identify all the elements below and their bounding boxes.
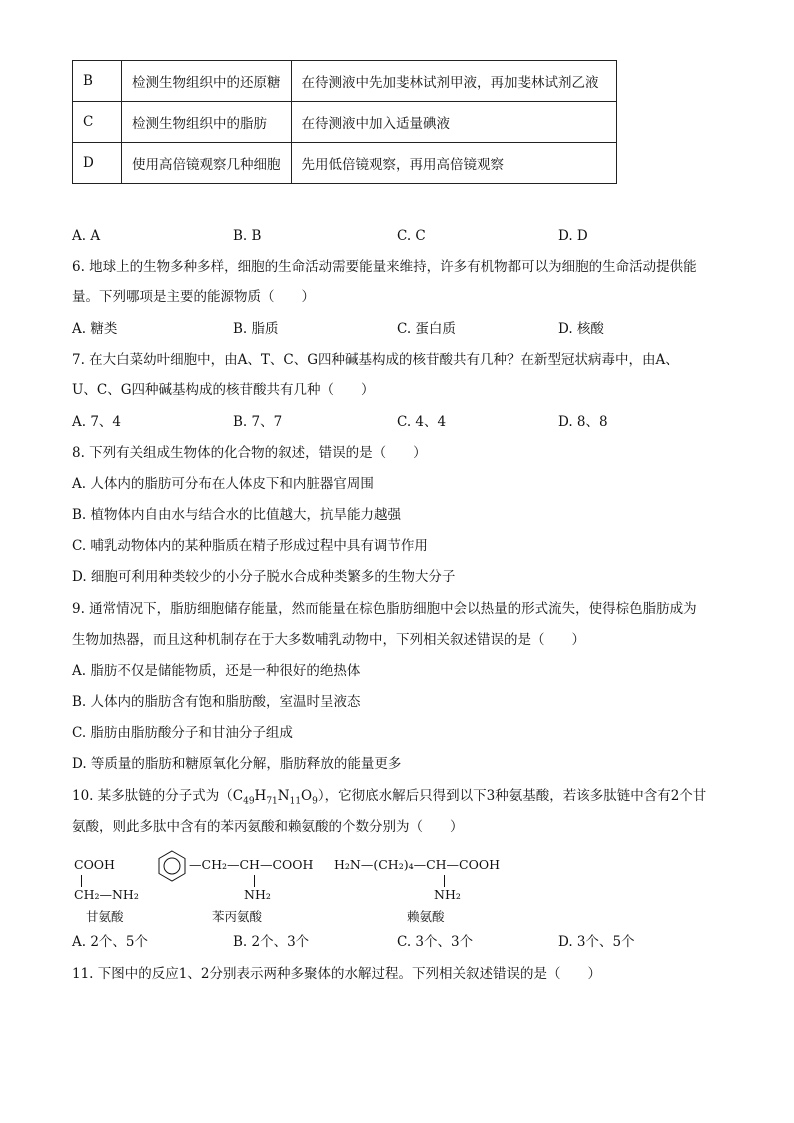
glycine-name: 甘氨酸 [86, 909, 124, 924]
choice-c[interactable]: C. 蛋白质 [397, 321, 456, 337]
q9-option-d[interactable]: D. 等质量的脂肪和糖原氧化分解，脂肪释放的能量更多 [72, 756, 402, 772]
table-cell-item: 检测生物组织中的还原糖 [122, 61, 292, 102]
q9-option-c[interactable]: C. 脂肪由脂肪酸分子和甘油分子组成 [72, 725, 293, 741]
experiment-table [72, 60, 617, 184]
table-cell-item: 检测生物组织中的脂肪 [122, 102, 292, 143]
choice-a[interactable]: A. 7、4 [72, 414, 122, 430]
q10-choices [72, 932, 732, 952]
question-8-line-1: 8. 下列有关组成生物体的化合物的叙述，错误的是（ ） [72, 445, 427, 461]
bond-line [81, 875, 82, 887]
question-6-line-2: 量。下列哪项是主要的能源物质（ ） [72, 289, 315, 305]
question-9-line-2: 生物加热器，而且这种机制存在于大多数哺乳动物中，下列相关叙述错误的是（ ） [72, 632, 585, 648]
amino-acid-structures [72, 855, 572, 925]
q8-option-c[interactable]: C. 哺乳动物体内的某种脂质在精子形成过程中具有调节作用 [72, 538, 428, 554]
choice-a[interactable]: A. 2个、5个 [72, 934, 149, 950]
lysine-name: 赖氨酸 [407, 909, 445, 924]
question-10-line-2: 氨酸，则此多肽中含有的苯丙氨酸和赖氨酸的个数分别为（ ） [72, 819, 464, 835]
glycine-cooh: COOH [74, 857, 115, 872]
table-cell-option: C [73, 102, 122, 143]
choice-c[interactable]: C. 3个、3个 [397, 934, 474, 950]
table-cell-method: 先用低倍镜观察，再用高倍镜观察 [291, 143, 616, 184]
question-7-line-2: U、C、G四种碱基构成的核苷酸共有几种（ ） [72, 382, 375, 398]
choice-b[interactable]: B. 7、7 [233, 414, 283, 430]
table-cell-method: 在待测液中先加斐林试剂甲液，再加斐林试剂乙液 [291, 61, 616, 102]
table-row [73, 61, 617, 102]
q6-choices [72, 319, 732, 339]
choice-a[interactable]: A. 糖类 [72, 321, 118, 337]
question-6-line-1: 6. 地球上的生物多种多样，细胞的生命活动需要能量来维持，许多有机物都可以为细胞的生命活动提供能 [72, 259, 697, 275]
choice-c[interactable]: C. 4、4 [397, 414, 447, 430]
phenylalanine-chain: —CH₂—CH—COOH [189, 857, 314, 872]
choice-b[interactable]: B. B [233, 228, 262, 244]
table-row [73, 143, 617, 184]
question-11-line-1: 11. 下图中的反应1、2分别表示两种多聚体的水解过程。下列相关叙述错误的是（ ） [72, 966, 601, 982]
table-cell-option: D [73, 143, 122, 184]
bond-line [444, 875, 445, 887]
choice-d[interactable]: D. 3个、5个 [558, 934, 635, 950]
choice-c[interactable]: C. C [397, 228, 426, 244]
q8-option-b[interactable]: B. 植物体内自由水与结合水的比值越大，抗旱能力越强 [72, 507, 402, 523]
table-row [73, 102, 617, 143]
q5-choices [72, 226, 732, 246]
table-cell-item: 使用高倍镜观察几种细胞 [122, 143, 292, 184]
glycine-ch2-nh2: CH₂—NH₂ [74, 887, 139, 902]
lysine-chain: H₂N—(CH₂)₄—CH—COOH [334, 857, 501, 872]
phenylalanine-name: 苯丙氨酸 [212, 909, 263, 924]
phenylalanine-nh2: NH₂ [244, 887, 271, 902]
choice-d[interactable]: D. 核酸 [558, 321, 604, 337]
q9-option-b[interactable]: B. 人体内的脂肪含有饱和脂肪酸，室温时呈液态 [72, 694, 361, 710]
choice-d[interactable]: D. 8、8 [558, 414, 608, 430]
question-9-line-1: 9. 通常情况下，脂肪细胞储存能量，然而能量在棕色脂肪细胞中会以热量的形式流失，使得棕色脂肪成为 [72, 601, 697, 617]
q8-option-a[interactable]: A. 人体内的脂肪可分布在人体皮下和内脏器官周围 [72, 476, 374, 492]
table-cell-option: B [73, 61, 122, 102]
question-10-line-1: 10. 某多肽链的分子式为$(C_{49}H_{71}N_{11}O_9)$，它彻底水解后只得到以下3种氨基酸，若该多肽链中含有2个甘 [72, 788, 707, 807]
choice-d[interactable]: D. D [558, 228, 588, 244]
q8-option-d[interactable]: D. 细胞可利用种类较少的小分子脱水合成种类繁多的生物大分子 [72, 569, 456, 585]
choice-a[interactable]: A. A [72, 228, 101, 244]
choice-b[interactable]: B. 2个、3个 [233, 934, 310, 950]
q7-choices [72, 412, 732, 432]
benzene-ring-icon [156, 849, 188, 883]
lysine-nh2: NH₂ [434, 887, 461, 902]
question-7-line-1: 7. 在大白菜幼叶细胞中，由A、T、C、G四种碱基构成的核苷酸共有几种？在新型冠状病毒中，由A、 [72, 352, 679, 368]
choice-b[interactable]: B. 脂质 [233, 321, 279, 337]
q9-option-a[interactable]: A. 脂肪不仅是储能物质，还是一种很好的绝热体 [72, 663, 361, 679]
bond-line [254, 875, 255, 887]
table-cell-method: 在待测液中加入适量碘液 [291, 102, 616, 143]
